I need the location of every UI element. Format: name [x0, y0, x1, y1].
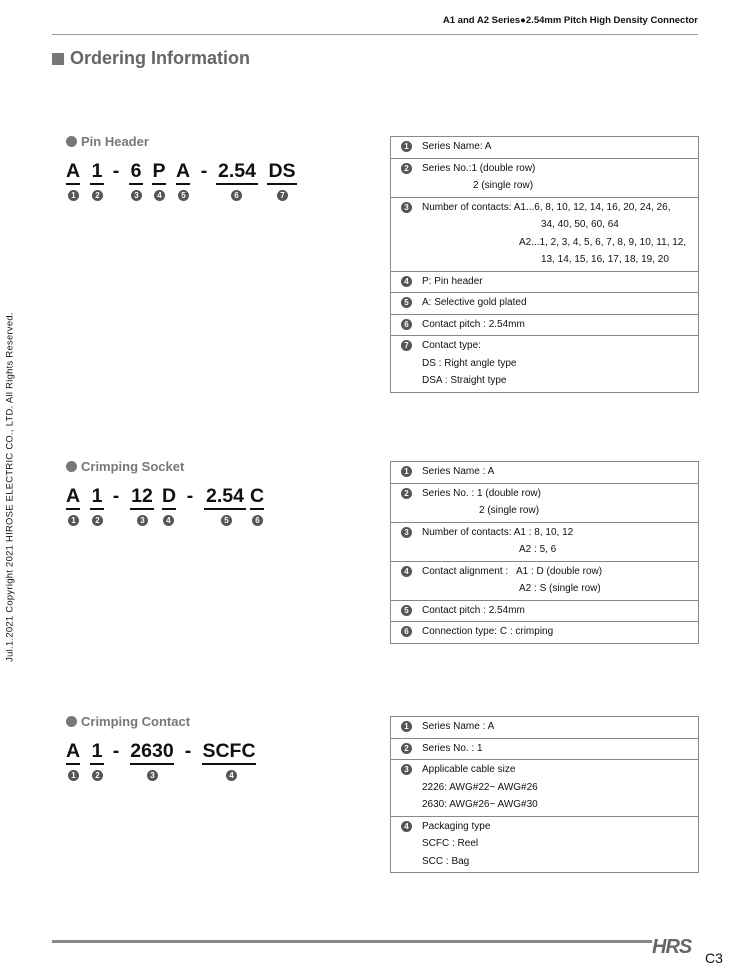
table-text: Contact pitch : 2.54mm [422, 318, 525, 330]
table-line [391, 502, 698, 520]
code-underline [250, 508, 264, 510]
table-row [391, 739, 698, 761]
table-line [391, 463, 698, 481]
number-badge: 4 [401, 821, 412, 832]
code-underline [204, 508, 246, 510]
code-underline [66, 183, 80, 185]
table-text: Contact alignment : A1 : D (double row) [422, 565, 603, 577]
number-badge: 2 [92, 190, 103, 201]
code-underline [90, 183, 104, 185]
table-text: Series No. : 1 [422, 742, 483, 754]
code-part: P [152, 160, 166, 182]
table-text: 13, 14, 15, 16, 17, 18, 19, 20 [541, 254, 669, 265]
number-badge: 1 [68, 770, 79, 781]
table-row [391, 760, 698, 817]
table-text: Contact type: [422, 340, 481, 351]
table-line [391, 541, 698, 559]
number-badge: 1 [401, 466, 412, 477]
code-part: A [175, 160, 191, 182]
table-line [391, 740, 698, 758]
table-text: DSA : Straight type [422, 375, 507, 386]
table-line [391, 580, 698, 598]
table-row [391, 601, 698, 623]
table-text: SCC : Bag [422, 855, 470, 867]
table-text: 2 (single row) [473, 180, 534, 191]
code-underline [202, 763, 256, 765]
code-underline [129, 183, 143, 185]
table-line [391, 485, 698, 503]
circle-bullet-icon [66, 136, 77, 147]
table-row [391, 562, 698, 601]
code-underline [176, 183, 190, 185]
table-text: 2 (single row) [479, 505, 540, 516]
code-underline [162, 508, 176, 510]
number-badge: 7 [401, 340, 412, 351]
spec-table-crimping-socket [390, 461, 699, 644]
number-badge: 2 [401, 743, 412, 754]
table-line [391, 160, 698, 178]
table-text: DS : Right angle type [422, 357, 517, 369]
table-row [391, 137, 698, 159]
table-text: Series No. : 1 (double row) [422, 487, 541, 499]
square-bullet-icon [52, 53, 64, 65]
table-text: Contact pitch : 2.54mm [422, 604, 525, 616]
code-part: 2.54 [218, 160, 256, 182]
copyright-text: Jul.1.2021 Copyright 2021 HIROSE ELECTRIC CO., LTD. All Rights Reserved. [3, 312, 15, 662]
number-badge: 3 [131, 190, 142, 201]
table-line [391, 563, 698, 581]
number-badge: 1 [401, 141, 412, 152]
table-row [391, 523, 698, 562]
page-heading-text: Ordering Information [70, 48, 250, 68]
number-badge: 1 [68, 515, 79, 526]
code-underline [216, 183, 258, 185]
section-title-pin-header [66, 134, 149, 149]
code-part: A [65, 740, 81, 762]
number-badge: 4 [401, 276, 412, 287]
table-text: 2630: AWG#26~ AWG#30 [422, 799, 538, 810]
table-line [391, 316, 698, 334]
number-badge: 5 [401, 605, 412, 616]
number-badge: 6 [231, 190, 242, 201]
number-badge: 1 [401, 721, 412, 732]
table-line [391, 216, 698, 234]
code-part: A [65, 160, 81, 182]
code-underline [130, 508, 154, 510]
section-title-text: Crimping Contact [81, 714, 191, 729]
hrs-logo: HRS [652, 936, 692, 958]
code-separator: - [112, 740, 120, 762]
table-row [391, 622, 698, 644]
table-text: Series Name: A [422, 141, 492, 152]
table-line [391, 623, 698, 641]
code-part: 1 [91, 485, 103, 507]
table-text: Series Name : A [422, 721, 495, 732]
table-line [391, 355, 698, 373]
table-line [391, 177, 698, 195]
table-text: Packaging type [422, 820, 491, 832]
code-underline [90, 508, 104, 510]
table-line [391, 138, 698, 156]
code-separator: - [184, 740, 192, 762]
section-title-text: Pin Header [81, 134, 149, 149]
section-title-crimping-contact [66, 714, 190, 729]
code-underline [66, 763, 80, 765]
table-line [391, 718, 698, 736]
table-line [391, 835, 698, 853]
footer-divider [52, 940, 652, 943]
number-badge: 1 [68, 190, 79, 201]
table-line [391, 853, 698, 871]
spec-table-pin-header [390, 136, 699, 393]
page-heading [52, 48, 250, 69]
number-badge: 4 [154, 190, 165, 201]
number-badge: 4 [226, 770, 237, 781]
header-title: A1 and A2 Series●2.54mm Pitch High Density Connector [442, 15, 698, 26]
table-line [391, 818, 698, 836]
code-part: 1 [91, 160, 103, 182]
number-badge: 5 [178, 190, 189, 201]
number-badge: 6 [401, 319, 412, 330]
table-row [391, 336, 698, 393]
table-row [391, 315, 698, 337]
number-badge: 5 [401, 297, 412, 308]
table-text: Number of contacts: A1 : 8, 10, 12 [422, 526, 574, 538]
code-underline [90, 763, 104, 765]
spec-table-crimping-contact [390, 716, 699, 873]
section-title-crimping-socket [66, 459, 184, 474]
table-text: A2 : 5, 6 [519, 544, 557, 555]
table-text: Connection type: C : crimping [422, 626, 554, 637]
table-line [391, 524, 698, 542]
table-text: A2...1, 2, 3, 4, 5, 6, 7, 8, 9, 10, 11, 12, [519, 236, 687, 248]
table-row [391, 159, 698, 198]
code-part: 2.54 [206, 485, 244, 507]
table-text: 34, 40, 50, 60, 64 [541, 219, 619, 230]
table-line [391, 779, 698, 797]
table-line [391, 796, 698, 814]
number-badge: 4 [163, 515, 174, 526]
code-part: 2630 [130, 740, 174, 762]
table-line [391, 199, 698, 217]
code-underline [130, 763, 174, 765]
table-row [391, 272, 698, 294]
code-separator: - [112, 160, 120, 182]
number-badge: 6 [252, 515, 263, 526]
number-badge: 2 [92, 770, 103, 781]
code-separator: - [186, 485, 194, 507]
code-part: 1 [91, 740, 103, 762]
table-row [391, 462, 698, 484]
number-badge: 2 [92, 515, 103, 526]
table-row [391, 198, 698, 272]
number-badge: 3 [137, 515, 148, 526]
table-line [391, 337, 698, 355]
table-row [391, 717, 698, 739]
number-badge: 5 [221, 515, 232, 526]
number-badge: 2 [401, 488, 412, 499]
table-text: Series Name : A [422, 466, 495, 477]
number-badge: 3 [401, 527, 412, 538]
code-separator: - [112, 485, 120, 507]
table-line [391, 761, 698, 779]
circle-bullet-icon [66, 716, 77, 727]
table-line [391, 294, 698, 312]
number-badge: 2 [401, 163, 412, 174]
section-title-text: Crimping Socket [81, 459, 185, 474]
table-text: A2 : S (single row) [519, 583, 601, 594]
number-badge: 3 [401, 764, 412, 775]
number-badge: 4 [401, 566, 412, 577]
table-text: A: Selective gold plated [422, 297, 527, 308]
circle-bullet-icon [66, 461, 77, 472]
table-line [391, 372, 698, 390]
code-part: A [65, 485, 81, 507]
table-text: Number of contacts: A1...6, 8, 10, 12, 14, 16, 20, 24, 26, [422, 201, 671, 213]
table-text: Series No.:1 (double row) [422, 162, 536, 174]
table-line [391, 251, 698, 269]
table-text: P: Pin header [422, 275, 483, 287]
code-underline [267, 183, 297, 185]
code-part: C [249, 485, 265, 507]
page-number: C3 [705, 950, 723, 966]
number-badge: 3 [147, 770, 158, 781]
code-part: 6 [130, 160, 142, 182]
table-text: Applicable cable size [422, 764, 516, 775]
code-separator: - [200, 160, 208, 182]
table-row [391, 484, 698, 523]
table-text: SCFC : Reel [422, 838, 479, 849]
code-part: 12 [131, 485, 153, 507]
table-row [391, 817, 698, 874]
table-line [391, 234, 698, 252]
table-row [391, 293, 698, 315]
code-underline [66, 508, 80, 510]
header-divider [52, 34, 698, 35]
code-part: SCFC [202, 740, 256, 762]
number-badge: 7 [277, 190, 288, 201]
table-line [391, 273, 698, 291]
table-line [391, 602, 698, 620]
number-badge: 3 [401, 202, 412, 213]
code-part: DS [268, 160, 296, 182]
table-text: 2226: AWG#22~ AWG#26 [422, 781, 538, 793]
code-part: D [161, 485, 177, 507]
number-badge: 6 [401, 626, 412, 637]
code-underline [152, 183, 166, 185]
